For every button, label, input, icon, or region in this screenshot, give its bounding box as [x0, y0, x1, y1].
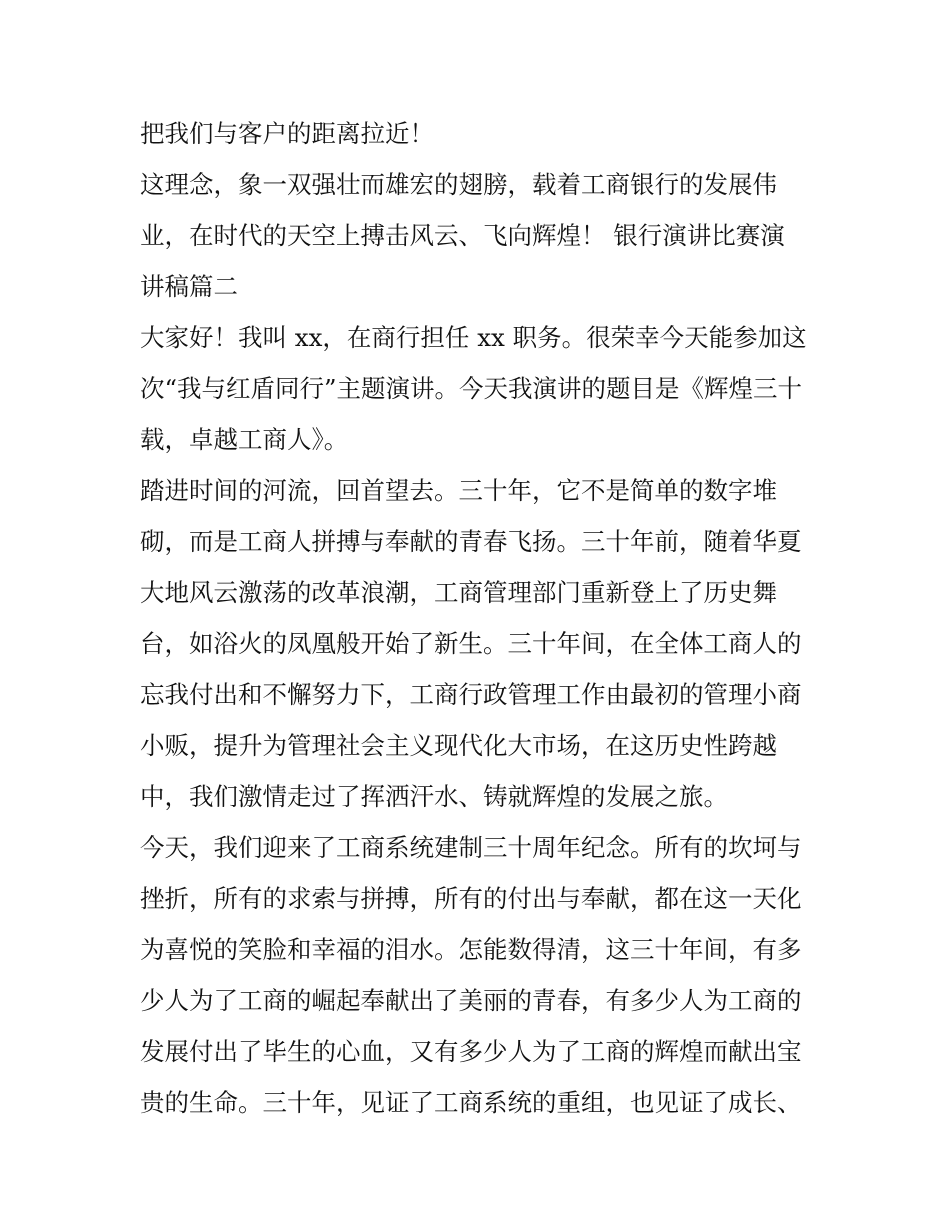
text-line: 发展付出了毕生的心血，又有多少人为了工商的辉煌而献出宝	[140, 1037, 802, 1066]
text-line: 挫折，所有的求索与拼搏，所有的付出与奉献，都在这一天化	[140, 884, 802, 913]
text-line: 把我们与客户的距离拉近！	[140, 119, 434, 148]
paragraph-1	[140, 108, 820, 159]
text-line: 踏进时间的河流，回首望去。三十年，它不是简单的数字堆	[140, 476, 777, 505]
text-line: 载，卓越工商人》。	[140, 425, 349, 454]
paragraph-5	[140, 822, 820, 1128]
text-line: 这理念，象一双强壮而雄宏的翅膀，载着工商银行的发展伟	[140, 170, 777, 199]
text-line: 大家好！我叫 xx，在商行担任 xx 职务。很荣幸今天能参加这	[140, 323, 807, 352]
paragraph-3	[140, 312, 820, 465]
text-line: 业，在时代的天空上搏击风云、飞向辉煌！ 银行演讲比赛演	[140, 221, 785, 250]
text-line: 次“我与红盾同行”主题演讲。今天我演讲的题目是《辉煌三十	[140, 374, 803, 403]
text-line: 砌，而是工商人拼搏与奉献的青春飞扬。三十年前，随着华夏	[140, 527, 802, 556]
text-line: 为喜悦的笑脸和幸福的泪水。怎能数得清，这三十年间，有多	[140, 935, 802, 964]
text-line: 贵的生命。三十年，见证了工商系统的重组，也见证了成长、	[140, 1088, 802, 1117]
paragraph-2	[140, 159, 820, 312]
text-line: 大地风云激荡的改革浪潮，工商管理部门重新登上了历史舞	[140, 578, 777, 607]
text-line: 讲稿篇二	[140, 272, 238, 301]
text-line: 忘我付出和不懈努力下，工商行政管理工作由最初的管理小商	[140, 680, 802, 709]
paragraph-4	[140, 465, 820, 822]
text-line: 台，如浴火的凤凰般开始了新生。三十年间，在全体工商人的	[140, 629, 802, 658]
text-line: 中，我们激情走过了挥洒汗水、铸就辉煌的发展之旅。	[140, 782, 728, 811]
text-line: 少人为了工商的崛起奉献出了美丽的青春，有多少人为工商的	[140, 986, 802, 1015]
text-line: 小贩，提升为管理社会主义现代化大市场，在这历史性跨越	[140, 731, 777, 760]
document-body	[140, 108, 820, 1128]
text-line: 今天，我们迎来了工商系统建制三十周年纪念。所有的坎坷与	[140, 833, 802, 862]
